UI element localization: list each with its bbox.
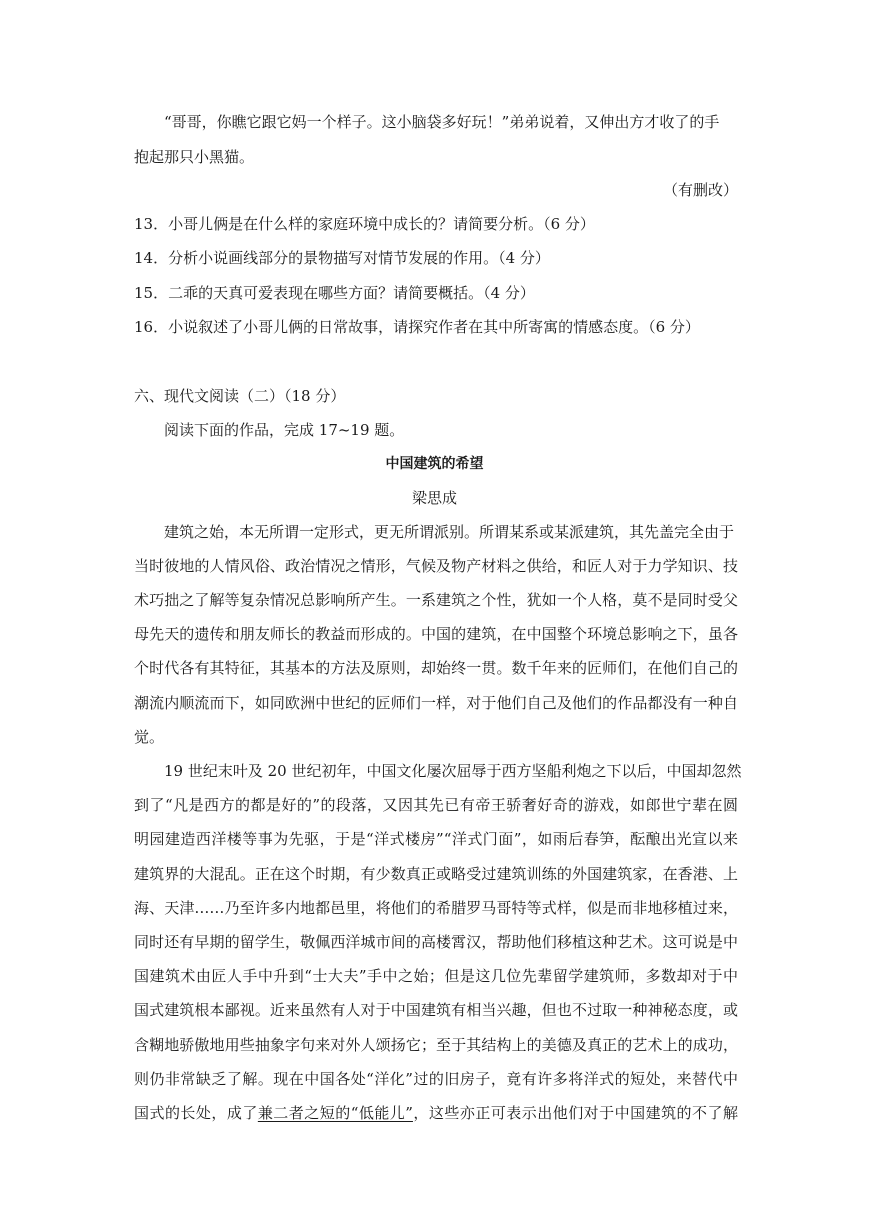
- paragraph-2-line: 建筑界的大混乱。正在这个时期，有少数真正或略受过建筑训练的外国建筑家，在香港、上: [134, 865, 738, 883]
- paragraph-2-text: ，这些亦正可表示出他们对于中国建筑的不了解: [412, 1104, 738, 1122]
- paragraph-2-line: 则仍非常缺乏了解。现在中国各处“洋化”过的旧房子，竟有许多将洋式的短处，来替代中: [134, 1070, 738, 1088]
- paragraph-1-line: 建筑之始，本无所谓一定形式，更无所谓派别。所谓某系或某派建筑，其先盖完全由于: [164, 523, 735, 541]
- question-16: 16．小说叙述了小哥儿俩的日常故事，请探究作者在其中所寄寓的情感态度。（6 分）: [134, 318, 700, 336]
- paragraph-2-line: 明园建造西洋楼等事为先驱，于是“洋式楼房”“洋式门面”，如雨后春笋，酝酿出光宣以来: [134, 830, 738, 848]
- paragraph-1-line: 潮流内顺流而下，如同欧洲中世纪的匠师们一样，对于他们自己及他们的作品都没有一种自: [134, 694, 738, 712]
- question-14: 14．分析小说画线部分的景物描写对情节发展的作用。（4 分）: [134, 249, 550, 267]
- paragraph-2-line: 同时还有早期的留学生，敬佩西洋城市间的高楼霄汉，帮助他们移植这种艺术。这可说是中: [134, 933, 738, 951]
- section-instruction: 阅读下面的作品，完成 17~19 题。: [164, 421, 405, 439]
- paragraph-2-line: 到了“凡是西方的都是好的”的段落，又因其先已有帝王骄奢好奇的游戏，如郎世宁辈在圆: [134, 796, 738, 814]
- paragraph-1-line: 术巧拙之了解等复杂情况总影响所产生。一系建筑之个性，犹如一个人格，莫不是同时受父: [134, 591, 738, 609]
- paragraph-2-line: 海、天津……乃至许多内地都邑里，将他们的希腊罗马哥特等式样，似是而非地移植过来，: [134, 899, 738, 917]
- section-heading: 六、现代文阅读（二）（18 分）: [134, 387, 346, 405]
- article-author: 梁思成: [411, 489, 457, 507]
- excerpt-line-1: “哥哥，你瞧它跟它妈一个样子。这小脑袋多好玩！”弟弟说着，又伸出方才收了的手: [164, 113, 720, 131]
- underlined-phrase: 兼二者之短的“低能儿”: [257, 1104, 413, 1122]
- paragraph-2-line: 国式建筑根本鄙视。近来虽然有人对于中国建筑有相当兴趣，但也不过取一种神秘态度，或: [134, 1001, 738, 1019]
- paragraph-2-line: 19 世纪末叶及 20 世纪初年，中国文化屡次屈辱于西方坚船利炮之下以后，中国却忽然: [164, 762, 742, 780]
- article-title: 中国建筑的希望: [385, 456, 484, 472]
- paragraph-1-line: 当时彼地的人情风俗、政治情况之情形，气候及物产材料之供给，和匠人对于力学知识、技: [134, 557, 738, 575]
- question-15: 15．二乖的天真可爱表现在哪些方面？请简要概括。（4 分）: [134, 284, 535, 302]
- paragraph-1-line: 个时代各有其特征，其基本的方法及原则，却始终一贯。数千年来的匠师们，在他们自己的: [134, 659, 738, 677]
- paragraph-2-line: 含糊地骄傲地用些抽象字句来对外人颂扬它；至于其结构上的美德及真正的艺术上的成功，: [134, 1036, 738, 1054]
- excerpt-line-2: 抱起那只小黑猫。: [134, 148, 255, 166]
- question-13: 13．小哥儿俩是在什么样的家庭环境中成长的？请简要分析。（6 分）: [134, 215, 595, 233]
- paragraph-2-last-line: [134, 1103, 738, 1123]
- paragraph-2-text: 国式的长处，成了: [134, 1104, 258, 1122]
- paragraph-1-line: 觉。: [134, 728, 165, 746]
- paragraph-2-line: 国建筑术由匠人手中升到“士大夫”手中之始；但是这几位先辈留学建筑师，多数却对于中: [134, 967, 738, 985]
- source-note: （有删改）: [662, 181, 738, 199]
- paragraph-1-line: 母先天的遗传和朋友师长的教益而形成的。中国的建筑，在中国整个环境总影响之下，虽各: [134, 625, 738, 643]
